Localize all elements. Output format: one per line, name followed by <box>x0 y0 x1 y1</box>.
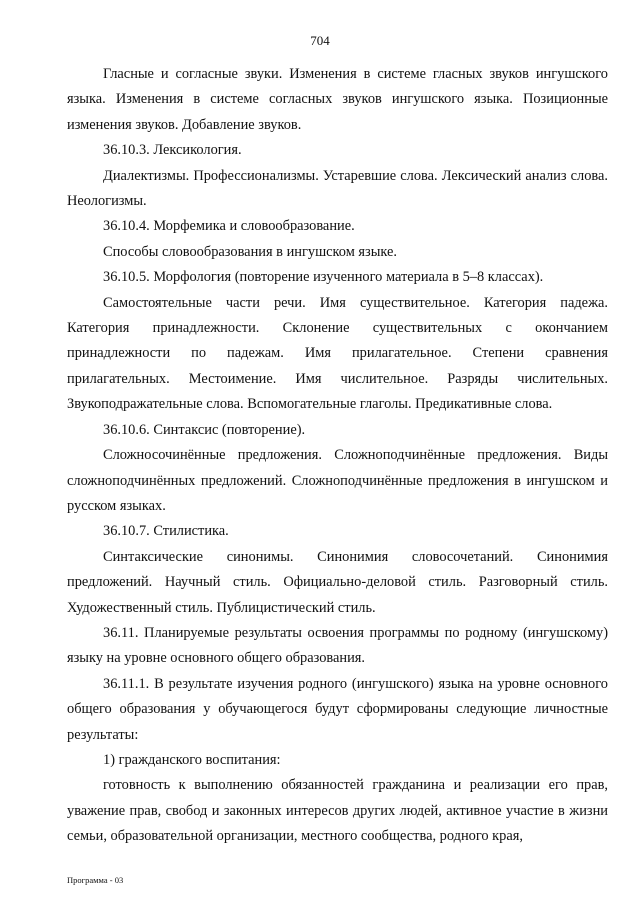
paragraph-lexicology: Диалектизмы. Профессионализмы. Устаревшие слова. Лексический анализ слова. Неологизмы. <box>67 167 608 210</box>
page-number: 704 <box>310 33 330 48</box>
section-heading-planned-results: 36.11. Планируемые результаты освоения программы по родному (ингушскому) языку на уровне основного общего образования. <box>67 624 608 667</box>
paragraph-personal-results: 36.11.1. В результате изучения родного (ингушского) языка на уровне основного общего образования у обучающегося будут сформированы следующие личностные результаты: <box>67 675 608 743</box>
section-heading-stylistics: 36.10.7. Стилистика. <box>103 523 229 540</box>
section-heading-syntax: 36.10.6. Синтаксис (повторение). <box>103 421 306 438</box>
paragraph-phonetics: Гласные и согласные звуки. Изменения в системе гласных звуков ингушского языка. Изменения в системе согласных звуков ингушского языка. Позиционные изменения звуков. Добавление звуков. <box>67 66 608 133</box>
footer-label: Программа - 03 <box>67 875 124 885</box>
paragraph-stylistics: Синтаксические синонимы. Синонимия словосочетаний. Синонимия предложений. Научный стиль. Официально-деловой стиль. Разговорный стиль. Художественный стиль. Публицистический стиль. <box>67 548 608 616</box>
section-heading-morphemics: 36.10.4. Морфемика и словообразование. <box>103 218 355 235</box>
paragraph-syntax: Сложносочинённые предложения. Сложноподчинённые предложения. Виды сложноподчинённых предложений. Сложноподчинённые предложения в ингушском и русском языках. <box>67 447 608 514</box>
paragraph-civic-readiness: готовность к выполнению обязанностей гражданина и реализации его прав, уважение прав, свобод и законных интересов других людей, активное участие в жизни семьи, образовательной организации, местного сообщества, родного края, <box>67 777 608 845</box>
paragraph-morphology: Самостоятельные части речи. Имя существительное. Категория падежа. Категория принадлежности. Склонение существительных с окончанием принадлежности по падежам. Имя прилагательное. Степени сравнения прилагательных. Местоимение. Имя числительное. Разряды числительных. Звукоподражательные слова. Вспомогательные глаголы. Предикативные слова. <box>67 294 608 413</box>
document-body <box>67 62 608 850</box>
section-heading-morphology: 36.10.5. Морфология (повторение изученного материала в 5–8 классах). <box>103 269 544 286</box>
list-item-civic-education: 1) гражданского воспитания: <box>103 751 281 768</box>
paragraph-word-formation: Способы словообразования в ингушском языке. <box>103 243 398 260</box>
section-heading-lexicology: 36.10.3. Лексикология. <box>103 142 242 159</box>
